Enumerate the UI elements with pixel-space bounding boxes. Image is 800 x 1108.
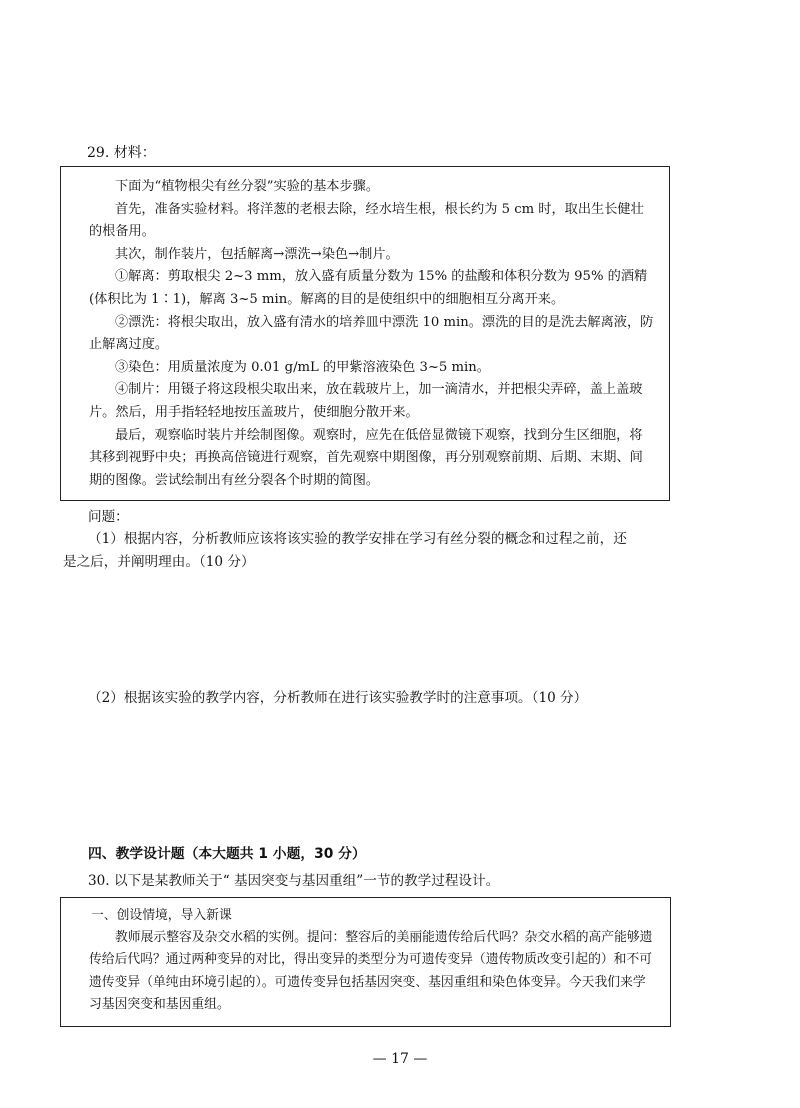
material-paragraph: 其次，制作装片，包括解离→漂洗→染色→制片。 [115,246,399,262]
material-paragraph: ③染色：用质量浓度为 0.01 g/mL 的甲紫溶液染色 3~5 min。 [115,359,490,375]
box-section-title: 一、创设情境，导入新课 [91,908,232,923]
question-30-intro: 30. 以下是某教师关于“ 基因突变与基因重组”一节的教学过程设计。 [88,873,500,889]
questions-label: 问题： [88,509,129,525]
material-paragraph: 下面为“植物根尖有丝分裂”实验的基本步骤。 [115,179,380,194]
material-paragraph: 首先，准备实验材料。将洋葱的老根去除，经水培生根，根长约为 5 cm 时，取出生长健壮的根备用。 [89,201,644,240]
material-box [60,166,670,501]
material-paragraph: ①解离：剪取根尖 2~3 mm，放入盛有质量分数为 15% 的盐酸和体积分数为 95% 的酒精(体积比为 1∶1)，解离 3~5 min。解离的目的是使组织中的细胞相互分离开来。 [89,269,648,307]
material-paragraph: 最后，观察临时装片并绘制图像。观察时，应先在低倍显微镜下观察，找到分生区细胞，将其移到视野中央；再换高倍镜进行观察，首先观察中期图像，再分别观察前期、后期、末期、间期的图像。尝试绘制出有丝分裂各个时期的简图。 [89,427,643,488]
teaching-design-box [60,897,671,1027]
page-number: — 17 — [372,1051,428,1067]
material-paragraph: ④制片：用镊子将这段根尖取出来，放在载玻片上，加一滴清水，并把根尖弄碎，盖上盖玻片。然后，用手指轻轻地按压盖玻片，使细胞分散开来。 [89,382,643,420]
question-2: （2）根据该实验的教学内容，分析教师在进行该实验教学时的注意事项。（10 分） [88,690,588,706]
question-1-line-2: 是之后，并阐明理由。（10 分） [63,554,255,570]
question-1-line-1: （1）根据内容，分析教师应该将该实验的教学安排在学习有丝分裂的概念和过程之前，还 [88,531,627,547]
question-29-title: 29. 材料： [87,145,156,161]
box-paragraph: 教师展示整容及杂交水稻的实例。提问：整容后的美丽能遗传给后代吗？杂交水稻的高产能够遗传给后代吗？通过两种变异的对比，得出变异的类型分为可遗传变异（遗传物质改变引起的）和不可遗传变异（单纯由环境引起的）。可遗传变异包括基因突变、基因重组和染色体变异。今天我们来学习基因突变和基因重组。 [89,930,653,1012]
section-4-heading: 四、教学设计题（本大题共 1 小题，30 分） [88,846,366,862]
material-paragraph: ②漂洗：将根尖取出，放入盛有清水的培养皿中漂洗 10 min。漂洗的目的是洗去解离液，防止解离过度。 [89,314,654,353]
